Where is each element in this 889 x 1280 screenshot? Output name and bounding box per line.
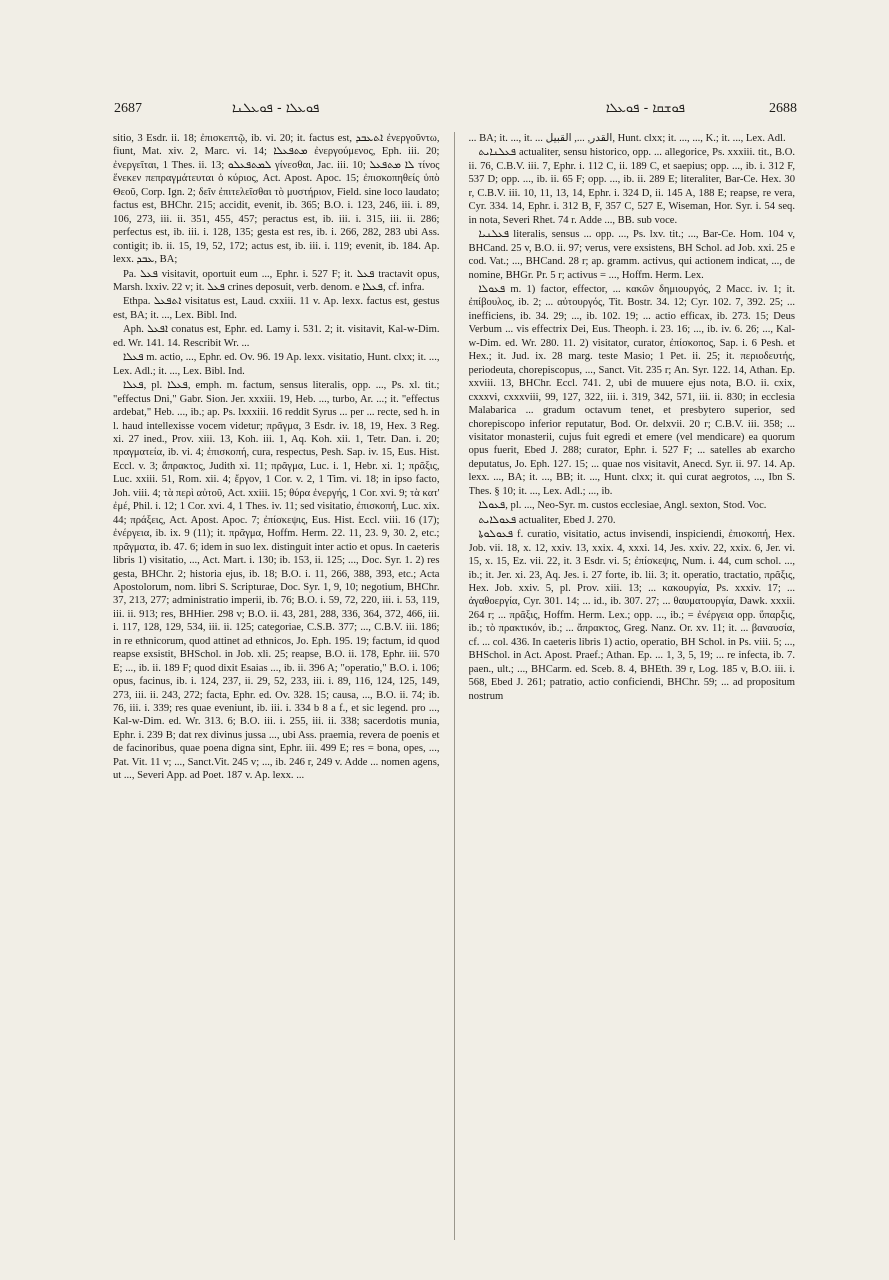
entry-paragraph: ܦܥܠܢܝܐ literalis, sensus ... opp. ..., Ps. lxv. tit.; ..., Bar-Ce. Hom. 104 v, BHCand. 25 v, B.O. ii. 97; verus, vere exsistens, BH Schol. ad Job. xxi. 25 e cod. Vat.; ..., BHCand. 28 r; ap. gramm. activus, qui actionem indicat, ..., de nomine, BHGr. Pr. 5 r; activus = ..., Hoffm. Herm. Lex.	[468, 229, 795, 281]
entry-paragraph: ܦܥܘܠܐ m. 1) factor, effector, ... κακῶν δημιουργός, 2 Macc. iv. 1; it. ἐπίβουλος, ib. 2; ... αὐτουργός, Tit. Bostr. 34. 12; Cyr. 102. 7, 392. 25; ... inefficiens, ib. 34. 29; ..., ib. 102. 19; ... actio efficax, ib. 273. 15; Deus Verbum ... vis effectrix Dei, Eus. Theoph. i. 23. 16; ..., ib. iv. 6. 26; ..., Kal-w-Dim. ed. Wr. 280. 11. 2) visitator, curator, ἐπίσκοπος, Sap. i. 6 Pesh. et Hex.; it. Jud. ix. 28 marg. teste Masio; 1 Pet. ii. 25; it. περιοδευτής, periodeuta, chorepiscopus, ..., Sanct. Vit. 235 r; An. Syr. 122. 14, Athan. Ep. xxviii. 13, BHChr. Eccl. 741. 2, ubi de muuere ejus nota, B.O. ii. cxix, cxxxvi, cxxxviii, 99, 127, 322, iii. i. 319, 342, 571, iii. ii. 830; in ecclesia Malabarica ... gradum octavum tenet, et presbytero superior, sed chorepiscopo inferior reputatur, Bod. Or. delxvii. 20 r; C.B.V. iii. 358; ... visitator monasterii, cujus fuit egredi et emere (vel mendicare) ea quorum opus fuerit, Ebed J. 288; curator, Ephr. i. 527 F; ... satelles ab exarcho deputatus, Jo. Eph. 127. 15; ... quae nos visitavit, Anecd. Syr. ii. 97. 14. Ap. lexx. ..., BA; it. ..., BB; it. ..., Hunt. clxx; it. qui curat aegrotos, ..., Ibn S. Thes. § 10; it. ..., Lex. Adl.; ..., ib.	[468, 283, 795, 497]
entry-paragraph: ܦܥܠܐ m. actio, ..., Ephr. ed. Ov. 96. 19 Ap. lexx. visitatio, Hunt. clxx; it. ..., Lex. Adl.; it. ..., Lex. Bibl. Ind.	[113, 352, 440, 377]
entry-paragraph: ܦܥܘܠܘܬܐ f. curatio, visitatio, actus invisendi, inspiciendi, ἐπισκοπή, Hex. Job. vii. 18, x. 12, xxiv. 13, xxix. 4, xxxi. 14, Jes. xxiv. 22, xxix. 6, Jer. vi. 15, x. 15, Ez. vii. 22, it. 3 Esdr. vi. 5; ἐπίσκεψις, Num. i. 44, cum schol. ..., ib.; it. Jer. xi. 23, Aq. Jes. i. 27 forte, ib. lii. 3; it. operatio, tractatio, πρᾶξις, Hex. Job. xxiv. 5, pl. Prov. xiii. 13; ... κακουργία, Ps. xxxiv. 17; ... ἀγαθοεργία, Cyr. 301. 14; ... id., ib. 307. 27; ... θαυματουργία, Dawk. xxxii. 264 r; ... πρᾶξις, Hoffm. Herm. Lex.; opp. ..., ib.; = ἐνέργεια opp. ὕπαρξις, ib.; τὸ πρακτικόν, ib.; ... ἄπρακτος, Greg. Nanz. Or. xv. 11; it. ... βαναυσία, cf. ... col. 436. In caeteris libris 1) actio, operatio, BH Schol. in Ps. viii. 5; ..., BHSchol. in Act. Apost. Praef.; Athan. Ep. ... 1, 3, 5, 19; ... re infecta, ib. 7. paen., ult.; ..., BHCarm. ed. Sceb. 8. 4, BHEth. 39 r, Log. 185 v, B.O. iii. i. 568, Ebed J. 261; patratio, actio conficiendi, BHChr. 59; ... ad propositum nostrum	[468, 529, 795, 702]
text-columns	[113, 132, 795, 1240]
entry-paragraph: Aph. ܐܦܥܠ conatus est, Ephr. ed. Lamy i. 531. 2; it. visitavit, Kal-w-Dim. ed. Wr. 141. 14. Rescribit Wr. ...	[113, 324, 440, 349]
running-head-left: ܦܘܥܠܐ - ܦܘܥܠܢܐ	[232, 101, 320, 116]
entry-paragraph: ܦܥܘܠܐ, pl. ..., Neo-Syr. m. custos ecclesiae, Angl. sexton, Stod. Voc.	[478, 500, 767, 512]
entry-paragraph: ... BA; it. ..., it. ... القدر, ..., القبيل, Hunt. clxx; it. ..., ..., K.; it. ..., Lex. Adl.	[468, 133, 786, 144]
column-divider	[454, 132, 455, 1240]
entry-paragraph: Ethpa. ܐܬܦܥܠ visitatus est, Laud. cxxiii. 11 v. Ap. lexx. factus est, gestus est, BA; it. ..., Lex. Bibl. Ind.	[113, 296, 440, 321]
page-header	[114, 98, 797, 120]
entry-paragraph: sitio, 3 Esdr. ii. 18; ἐπισκεπτῷ, ib. vi. 20; it. factus est, ܐܬܥܒܕ ἐνεργοῦντω, fiunt, Mat. xiv. 2, Marc. vi. 14; ܡܬܦܥܠܐ ἐνεργούμενος, Eph. iii. 20; ἐνεργεῖται, 1 Thes. ii. 13; ܠܡܬܦܥܠܘ γίνεσθαι, Jac. iii. 10; ܠܐ ܡܬܦܥܠ τίνος ἕνεκεν πεπραγμάτευται ὁ κύριος, Act. Apost. Apoc. 15; ἐπισκοπηθείς ὑπὸ Θεοῦ, Corp. Ign. 2; δεῖν ἐπιτελεῖσθαι τὸ μυστήριον, Field. sine loco laudato; factus est, BHChr. 215; accidit, evenit, ib. 365; B.O. i. 123, 246, iii. i. 89, 106, 273, iii. ii. 351, 455, 457; peractus est, ib. iii. i. 315, iii. ii. 286; perfectus est, ib. iii. i. 128, 135; gesta est res, ib. i. 266, 282, 283 ubi Ass. contigit; ib. ii. 15, 19, 52, 172; actus est, ib. iii. i. 119; evenit, ib. 184. Ap. lexx. ܥܒܕ, BA;	[113, 133, 440, 266]
left-column	[113, 132, 440, 1240]
page-number-right: 2688	[769, 101, 797, 116]
page-number-left: 2687	[114, 101, 142, 116]
entry-paragraph: Pa. ܦܥܠ visitavit, oportuit eum ..., Ephr. i. 527 F; it. ܦܥܠ tractavit opus, Marsh. lxxiv. 22 v; it. ܦܥܠ crines deposuit, verb. denom. e ܦܥܠܐ, cf. infra.	[113, 268, 440, 293]
right-column	[469, 132, 796, 1240]
running-head-right: ܦܘܫܩܐ - ܦܘܥܠܐ	[605, 101, 685, 116]
entry-paragraph: ܦܥܠܐ, pl. ܦܥܠܐ, emph. m. factum, sensus literalis, opp. ..., Ps. xl. tit.; "effectus Dni," Gabr. Sion. Jer. xxxiii. 19, Heb. ..., turbo, Ar. ...; it. "effectus ardebat," Heb. ..., ib.; ap. Ps. lxxxiii. 16 reddit Syrus ... per ... recte, sed h. in l. haud intellexisse vocem videtur; πρᾶγμα, 3 Esdr. iv. 18, 19, Hex. 3 Reg. xi. 27 ined., Prov. xiii. 13, Koh. iii. 1, Aq. Koh. xii. 1, Tetr. Dan. i. 20; πραγματεία, ib. vi. 4; ἐπισκοπή, cura, respectus, Pesh. Sap. iv. 15, Eus. Hist. Eccl. v. 3; ἄπρακτος, Judith xi. 11; πρᾶγμα, Luc. i. 1, Hebr. xi. 1; πρᾶξις, Luc. xxiii. 51, Rom. xii. 4; ἔργον, 1 Cor. v. 2, 1 Tim. vi. 18; in ipso facto, Joh. viii. 4; τὰ περὶ αὐτοῦ, Act. xxiii. 15; θύρα ἐνεργής, 1 Cor. xvi. 9; τὰ κατ' ἐμέ, Phil. i. 12; 1 Cor. xvi. 4, 1 Thes. iv. 11; sed visitatio, ἐπισκοπή, Luc. xix. 44; πράξεις, Act. Apost. Apoc. 7; ἐπίσκεψις, Eus. Hist. Eccl. viii. 16 (17); ἐνέργεια, ib. ix. 9 (11); it. πρᾶγμα, Hoffm. Herm. 22. 11, 23. 9, 30. 2, etc.; πρᾶγματα, ib. 47. 6; idem in suo lex. distinguit inter actio et opus. In caeteris libris 1) visitatio, ..., Act. Mart. i. 130; ib. 153, ii. 125; ..., Doc. Syr. 1. 2) res gesta, BHChr. 2; historia ejus, ib. 18; B.O. i. 11, 266, 388, 393, etc.; Acta Apostolorum, nom. libri S. Scripturae, Doc. Syr. 1, 9, 10; negotium, BHChr. 37, 213, 277; administratio imperii, ib. 76; B.O. i. 59, 72, 220, iii. i. 53, 119, iii. ii. 913; res, BHHier. 298 v; B.O. ii. 43, 281, 288, 336, 364, 372, 466, iii. i. 117, 128, 129, 534, iii. ii. 125; categoriae, C.S.B. 377; ..., C.B.V. iii. 186; in re ethnicorum, quod attinet ad ethnicos, Jo. Eph. 195. 19; factum, id quod reapse exsistit, BHSchol. in Job. xli. 25; reapse, B.O. ii. 178, Ephr. iii. 570 E; ..., ib. ii. 189 F; quod dixit Esaias ..., ib. ii. 396 A; "operatio," B.O. i. 106; opus, facinus, ib. i. 124, 237, ii. 29, 52, 233, iii. i. 89, 116, 124, 125, 149, 273, iii. ii. 243, 272; facta, Ephr. ed. Ov. 328. 15; causa, ..., B.O. ii. 74; ib. 76, iii. i. 339; res quae eveniunt, ib. iii. i. 334 b 8 a f., et sic legend. pro ..., Kal-w-Dim. ed. Wr. 313. 6; B.O. iii. i. 255, iii. ii. 338; sacerdotis munia, Ephr. i. 239 B; dat rex divinus jussa ..., ubi Ass. praemia, revera de poenis et de facinoribus, quae poena digna sint, Ephr. iii. 499 E; res = bona, opes, ..., Pat. Vit. 11 v; ..., Sanct.Vit. 245 v; ..., ib. 246 r, 249 v. Adde ... nomen agens, ut ..., Severi App. ad Poet. 187 v. Ap. lexx. ...	[113, 380, 440, 782]
entry-paragraph: ܦܥܘܠܐܝܬ actualiter, Ebed J. 270.	[478, 514, 616, 526]
entry-paragraph: ܦܥܠܢܐܝܬ actualiter, sensu historico, opp. ... allegorice, Ps. xxxiii. tit., B.O. ii. 76, C.B.V. iii. 7, Ephr. i. 112 C, ii. 189 C, et saepius; opp. ..., ib. i. 312 F, 537 D; opp. ..., ib. ii. 65 F; opp. ..., ib. ii. 289 E; literaliter, Bar-Ce. Hex. 30 r, C.B.V. iii. 10, 11, 13, 14, Ephr. i. 324 D, ii. 145 A, 188 E; reapse, re vera, Cyr. 334. 14, Ephr. i. 312 B, F, 357 C, 527 E, Wiseman, Hor. Syr. i. 54 seq. in nota, Severi Rhet. 74 r. Adde ..., BB. sub voce.	[468, 147, 795, 226]
